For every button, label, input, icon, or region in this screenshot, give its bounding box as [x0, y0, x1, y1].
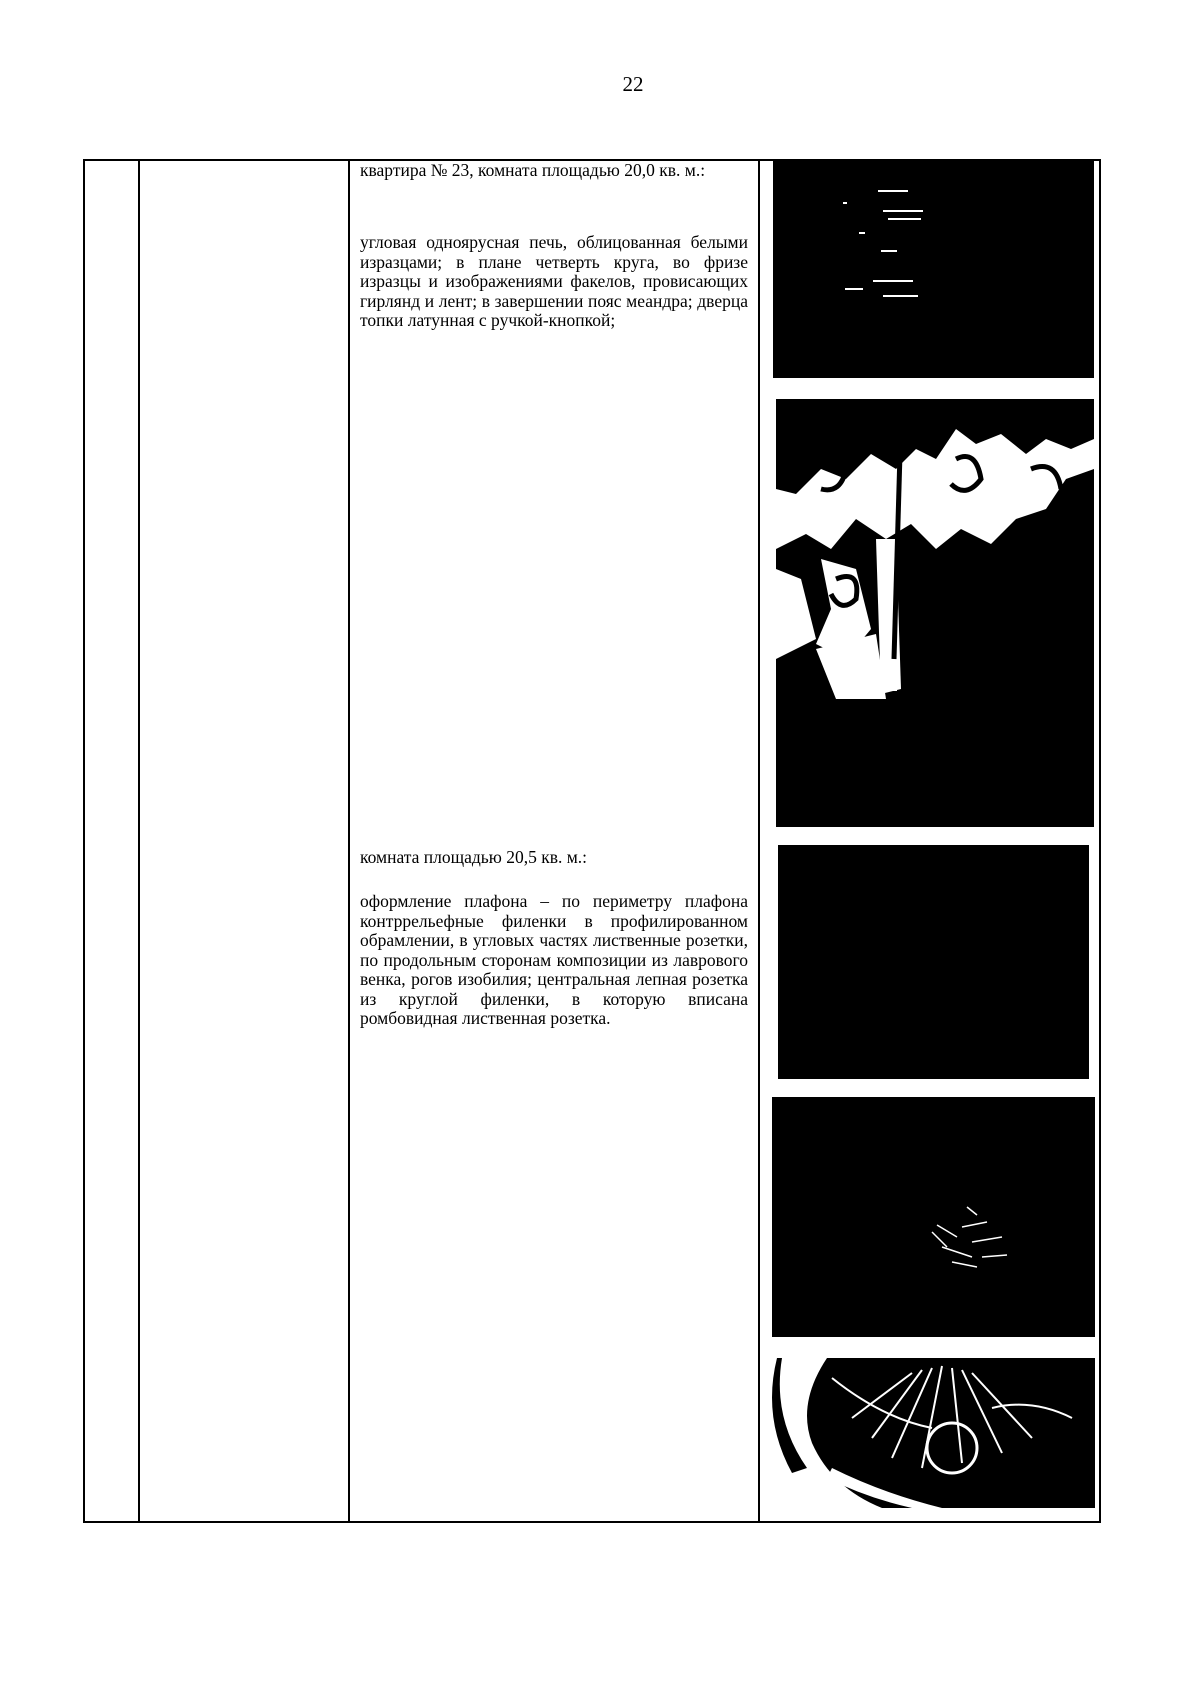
ceiling-overview-photo	[778, 845, 1089, 1079]
stove-photo	[773, 161, 1094, 378]
ceiling-rosette-photo	[772, 1097, 1095, 1337]
monument-table	[83, 159, 1101, 1523]
column-divider	[138, 161, 140, 1521]
room-heading-20-5: комната площадью 20,5 кв. м.:	[360, 847, 588, 867]
column-divider	[348, 161, 350, 1521]
column-divider	[758, 161, 760, 1521]
room-heading-apartment-23: квартира № 23, комната площадью 20,0 кв. м.:	[360, 160, 706, 180]
stove-frieze-photo	[776, 399, 1094, 827]
ceiling-detail-photo	[772, 1358, 1095, 1508]
ceiling-description: оформление плафона – по периметру плафона контррельефные филенки в профилированном обрамлении, в угловых частях лиственные розетки, по продольным сторонам композиции из лаврового венка, рогов изобилия; центральная лепная розетка из круглой филенки, в которую вписана ромбовидная лиственная розетка.	[360, 891, 748, 1028]
page-number: 22	[622, 72, 644, 96]
stove-description: угловая одноярусная печь, облицованная белыми изразцами; в плане четверть круга, во фризе изразцы и изображениями факелов, провисающих гирлянд и лент; в завершении пояс меандра; дверца топки латунная с ручкой-кнопкой;	[360, 232, 748, 330]
